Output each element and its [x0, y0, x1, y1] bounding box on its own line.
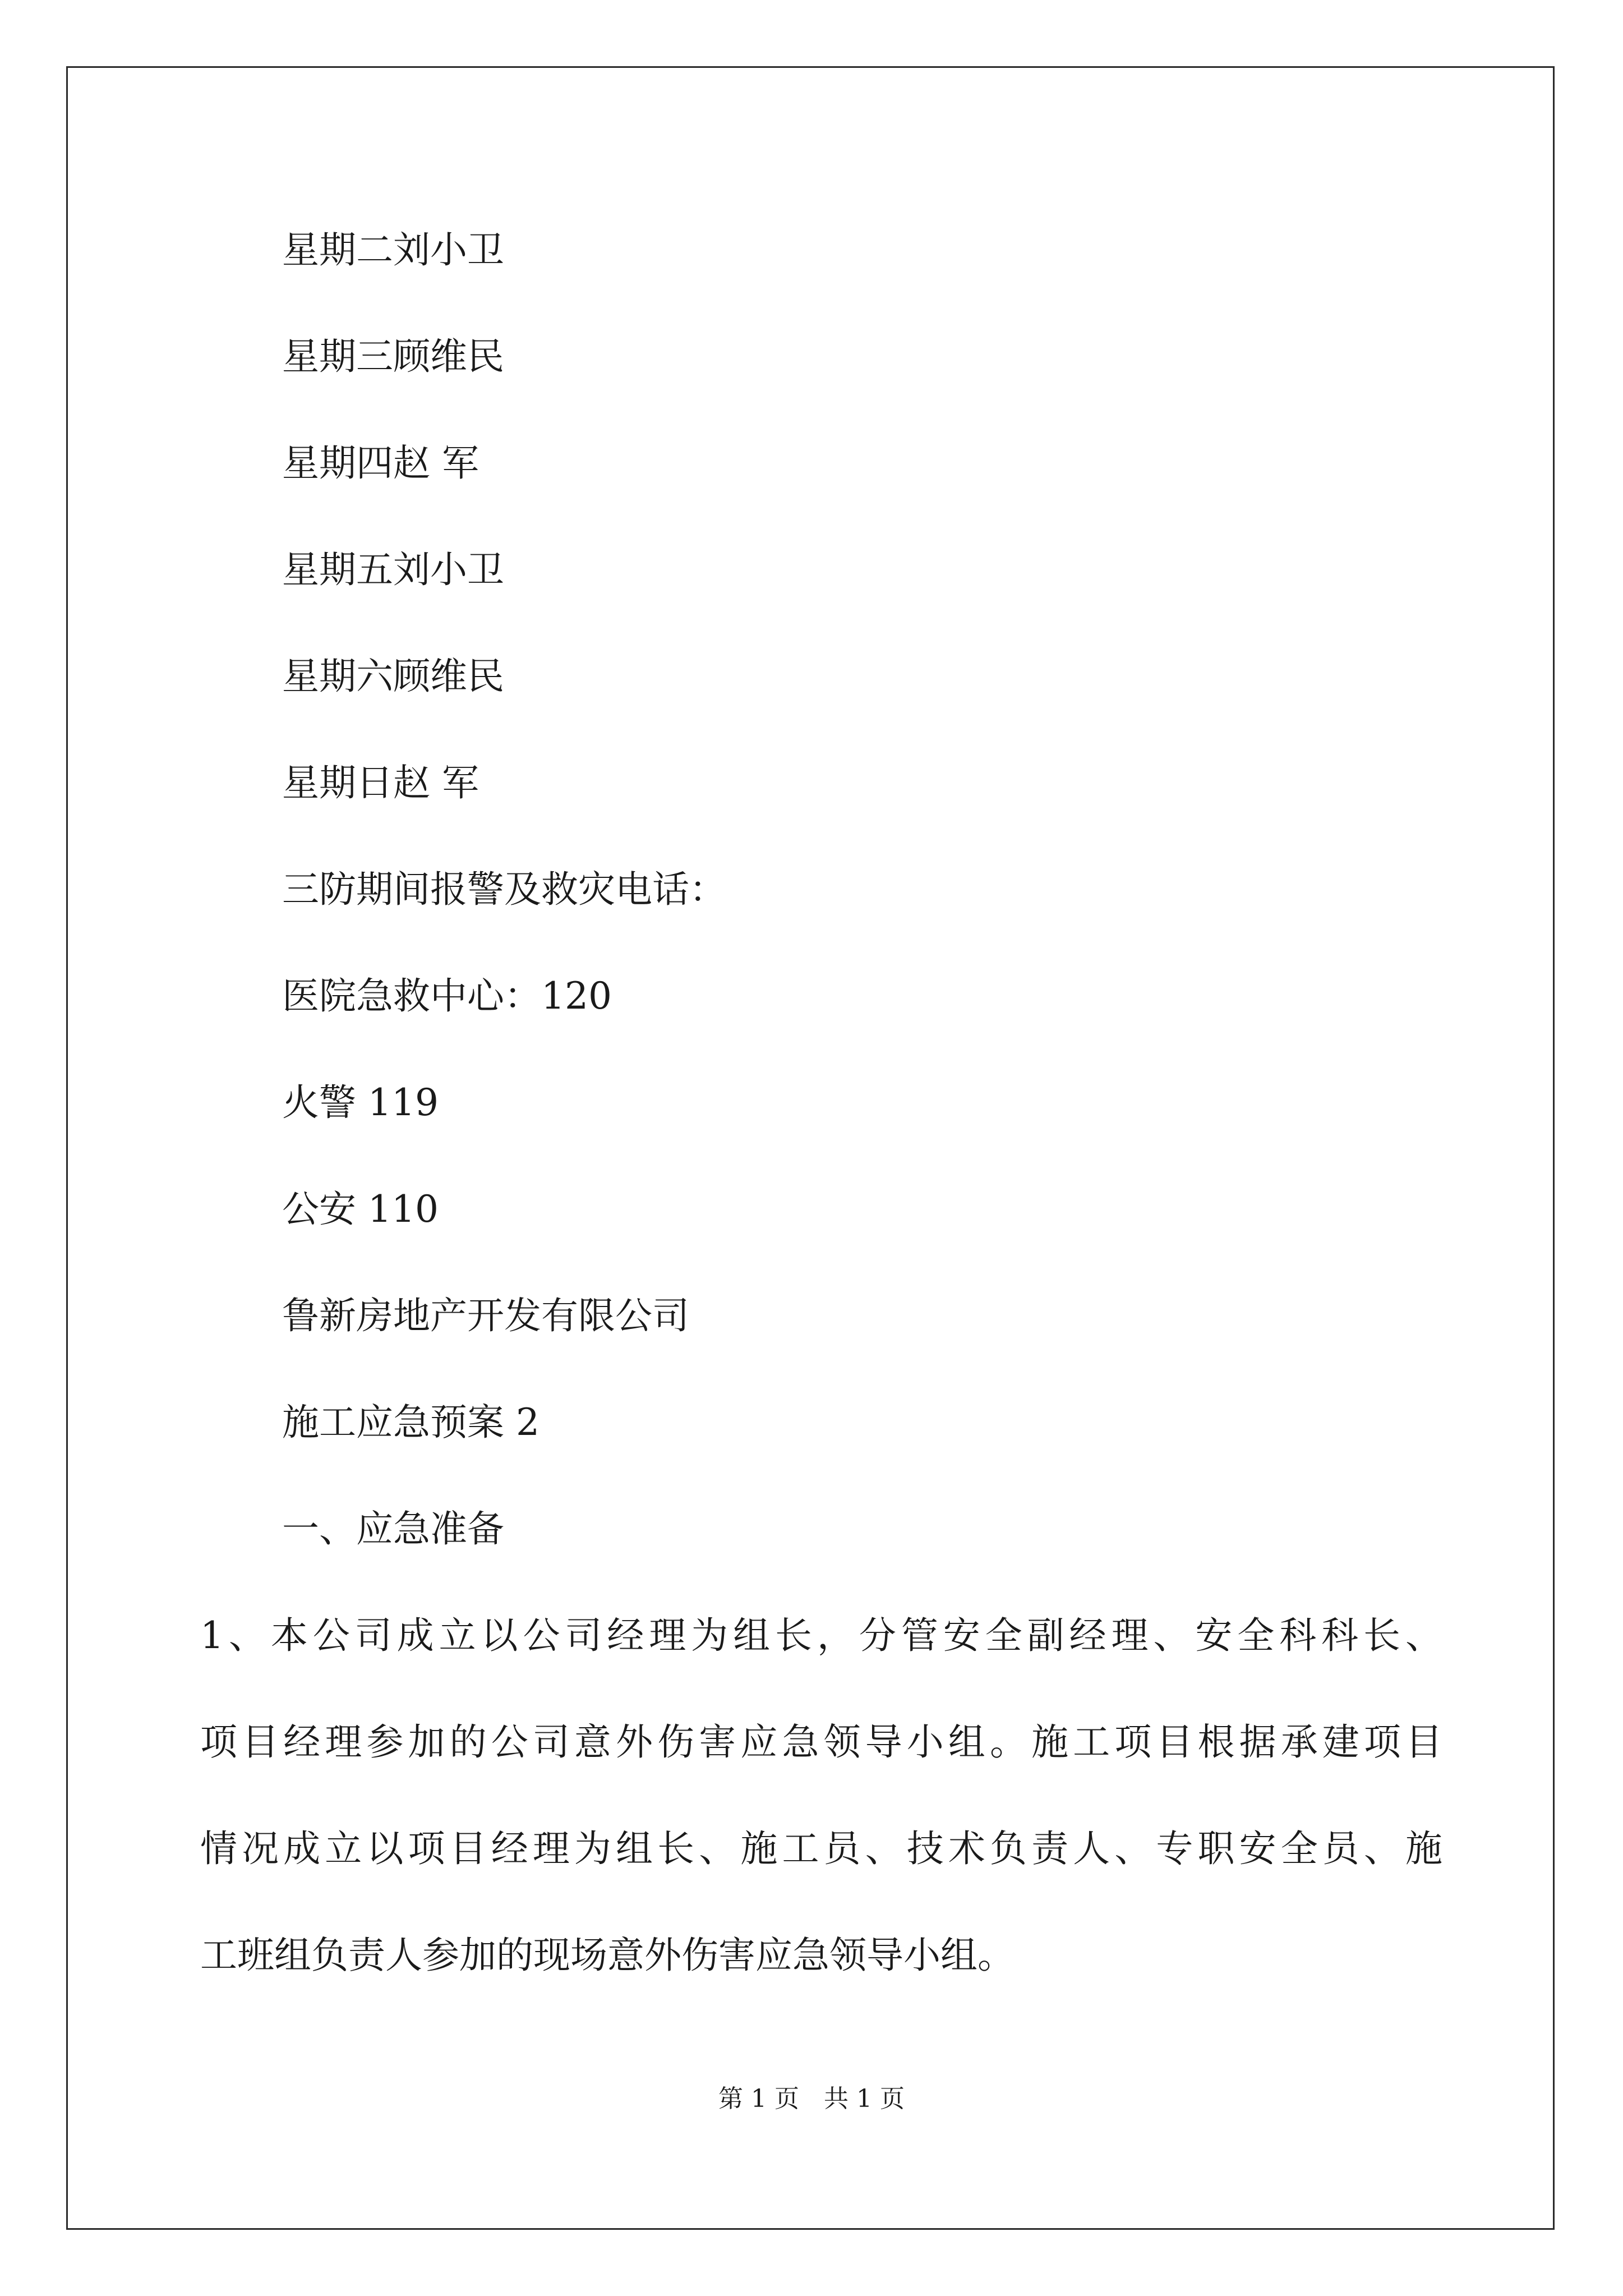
company-name: 鲁新房地产开发有限公司 [282, 1294, 689, 1337]
paragraph-line: 1、本公司成立以公司经理为组长，分管安全副经理、安全科科长、 [200, 1614, 1442, 1657]
duty-line-tuesday: 星期二刘小卫 [282, 228, 504, 272]
paragraph-line: 情况成立以项目经理为组长、施工员、技术负责人、专职安全员、施 [200, 1827, 1442, 1870]
page-footer: 第 1 页 共 1 页 [718, 2085, 905, 2113]
duty-line-thursday: 星期四赵 军 [282, 441, 479, 485]
duty-line-sunday: 星期日赵 军 [282, 761, 479, 804]
paragraph-line: 项目经理参加的公司意外伤害应急领导小组。施工项目根据承建项目 [200, 1720, 1442, 1764]
hospital-phone: 医院急救中心：120 [282, 974, 612, 1018]
emergency-phones-heading: 三防期间报警及救灾电话： [282, 868, 726, 911]
duty-line-saturday: 星期六顾维民 [282, 655, 504, 698]
duty-line-wednesday: 星期三顾维民 [282, 335, 504, 378]
section-heading: 一、应急准备 [282, 1507, 504, 1550]
fire-phone: 火警 119 [282, 1081, 439, 1124]
page-border [66, 66, 1555, 2230]
police-phone: 公安 110 [282, 1188, 439, 1231]
section-title: 施工应急预案 2 [282, 1401, 540, 1444]
duty-line-friday: 星期五刘小卫 [282, 548, 504, 591]
paragraph-line: 工班组负责人参加的现场意外伤害应急领导小组。 [200, 1934, 1015, 1977]
